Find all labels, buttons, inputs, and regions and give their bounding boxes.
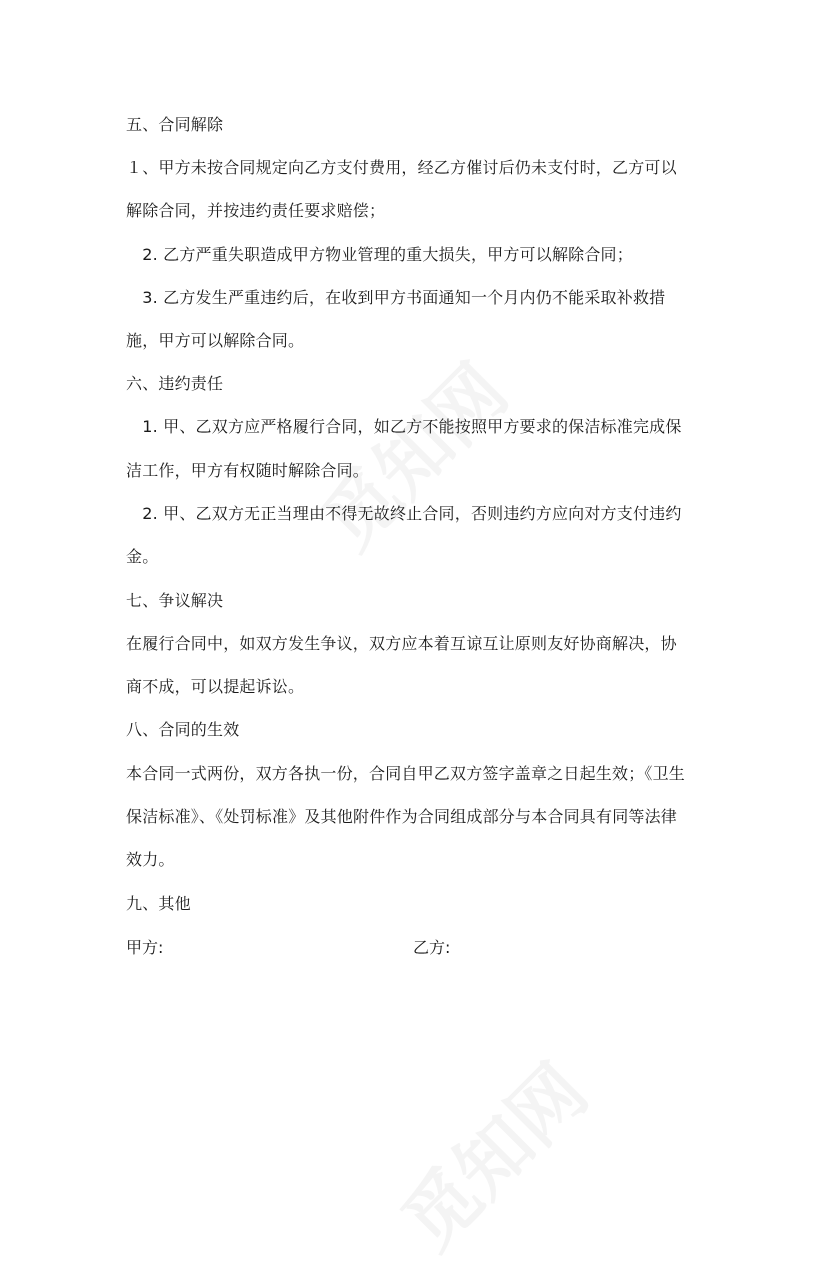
watermark [295,337,527,569]
section-heading-termination: 五、合同解除 [126,115,224,134]
section-heading-other: 九、其他 [126,894,191,913]
paragraph-line: 商不成，可以提起诉讼。 [126,677,305,696]
section-heading-effectiveness: 八、合同的生效 [126,720,240,739]
watermark [375,1037,607,1269]
paragraph-line: 1. 甲、乙双方应严格履行合同，如乙方不能按照甲方要求的保洁标准完成保 [126,417,682,436]
paragraph-line: 2. 乙方严重失职造成甲方物业管理的重大损失，甲方可以解除合同； [126,245,633,264]
party-b-signature-label: 乙方: [413,938,451,957]
party-a-signature-label: 甲方: [126,938,164,957]
paragraph-line: 洁工作，甲方有权随时解除合同。 [126,461,370,480]
paragraph-line: 金。 [126,547,159,566]
paragraph-line: 本合同一式两份，双方各执一份，合同自甲乙双方签字盖章之日起生效；《卫生 [126,764,686,783]
paragraph-line: １、甲方未按合同规定向乙方支付费用，经乙方催讨后仍未支付时，乙方可以 [126,158,677,177]
paragraph-line: 解除合同，并按违约责任要求赔偿； [126,201,386,220]
section-heading-dispute: 七、争议解决 [126,591,224,610]
paragraph-line: 在履行合同中，如双方发生争议，双方应本着互谅互让原则友好协商解决，协 [126,634,677,653]
paragraph-line: 施，甲方可以解除合同。 [126,331,305,350]
paragraph-line: 3. 乙方发生严重违约后，在收到甲方书面通知一个月内仍不能采取补救措 [126,288,666,307]
paragraph-line: 效力。 [126,850,175,869]
section-heading-liability: 六、违约责任 [126,374,224,393]
paragraph-line: 2. 甲、乙双方无正当理由不得无故终止合同，否则违约方应向对方支付违约 [126,504,682,523]
paragraph-line: 保洁标准》、《处罚标准》及其他附件作为合同组成部分与本合同具有同等法律 [126,807,678,826]
